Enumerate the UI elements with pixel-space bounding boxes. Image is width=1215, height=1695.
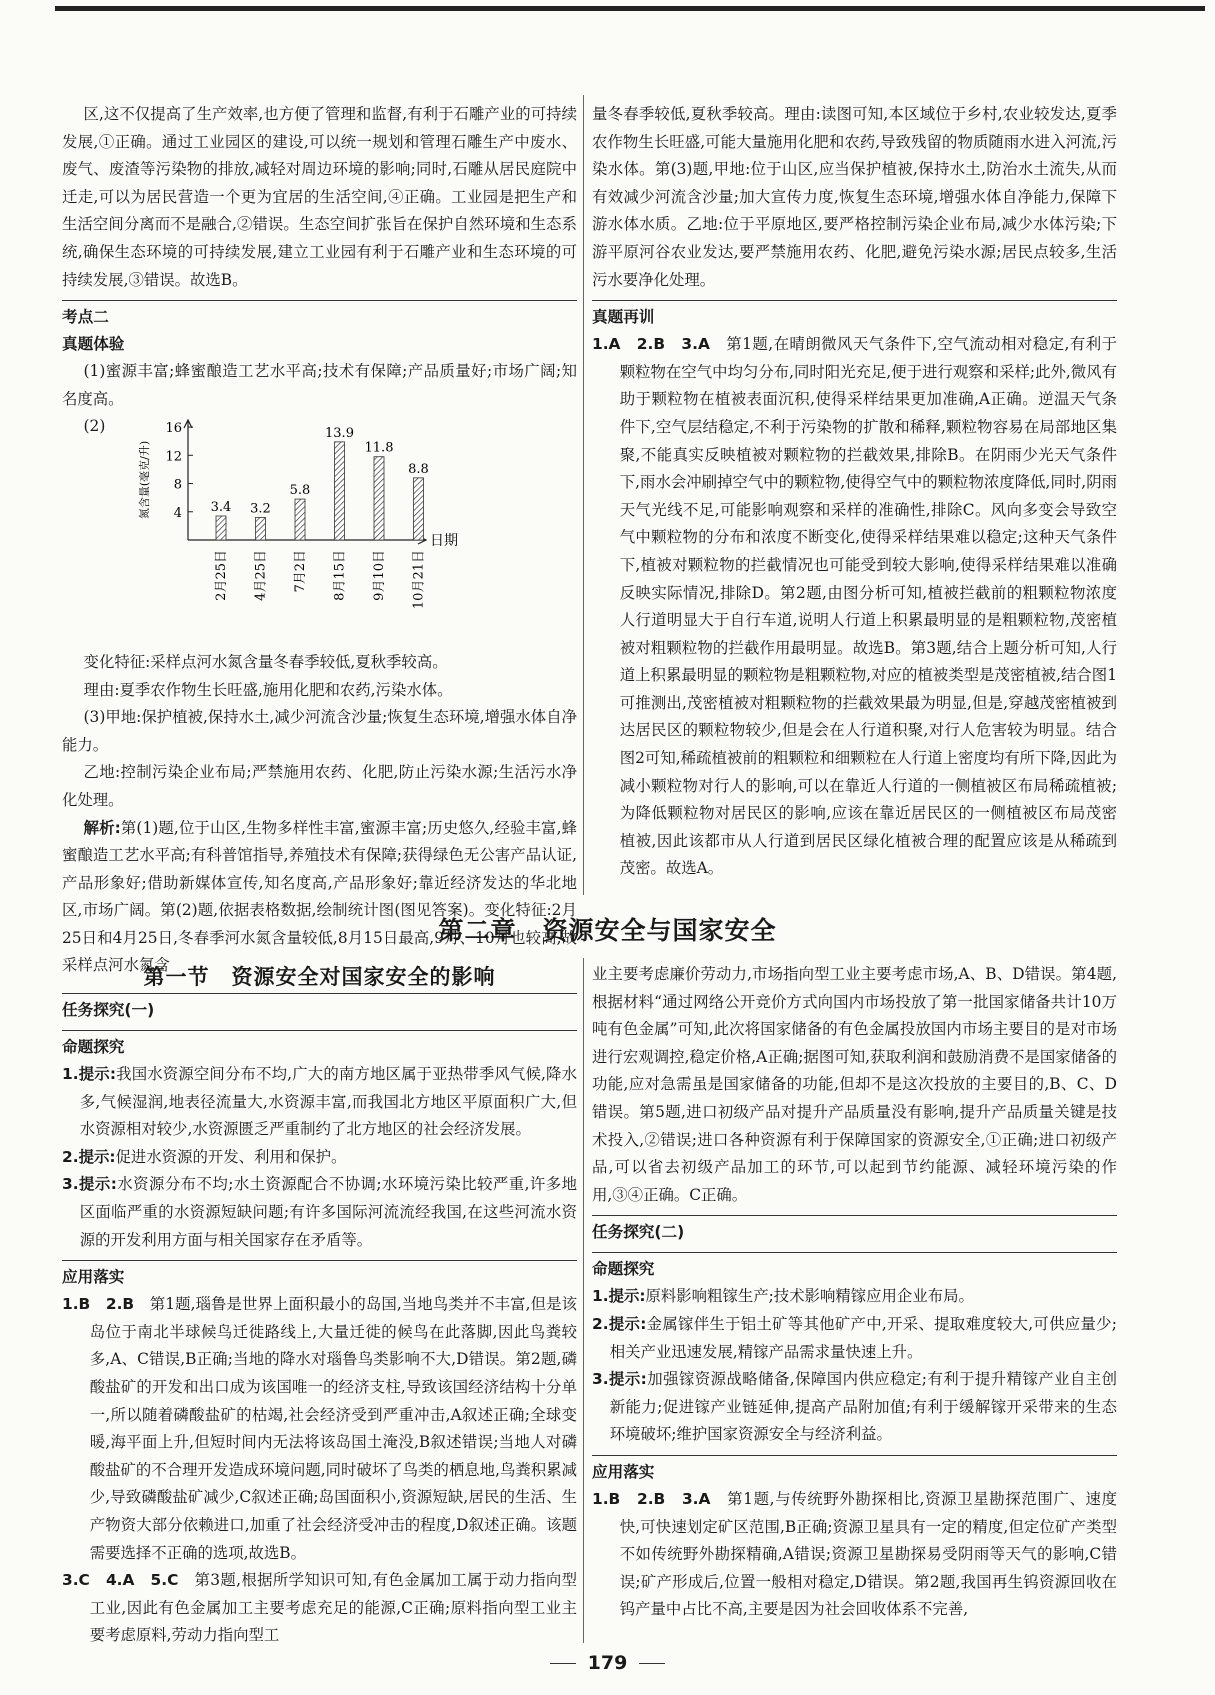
divider xyxy=(62,300,577,301)
change-feature: 变化特征:采样点河水氮含量冬春季较低,夏秋季较高。 xyxy=(83,652,448,671)
analysis-label: 解析: xyxy=(83,818,121,837)
divider xyxy=(62,1030,577,1031)
analysis xyxy=(62,815,577,981)
bar-value-label: 13.9 xyxy=(325,425,354,441)
list-item: 2.提示:促进水资源的开发、利用和保护。 xyxy=(62,1147,347,1166)
reason: 理由:夏季农作物生长旺盛,施用化肥和农药,污染水体。 xyxy=(83,680,453,699)
divider xyxy=(592,1252,1117,1253)
section-title: 第一节 资源安全对国家安全的影响 xyxy=(143,965,496,989)
zaixun-explanation: 第1题,在晴朗微风天气条件下,空气流动相对稳定,有利于颗粒物在空气中均匀分布,同时阳光充足,便于进行观察和采样;此外,微风有助于颗粒物在植被表面沉积,使得采样结果更加准确,A正确。逆温天气条件下,空气层结稳定,不利于污染物的扩散和稀释,颗粒物容易在局部地区集聚,不能真实反映植被对颗粒物的拦截效果,排除B。在阴雨少光天气条件下,雨水会冲刷掉空气中的颗粒物,使得空气中的颗粒物浓度降低,同时,阴雨天气光线不足,可能影响观察和采样的准确性,排除C。风向多变会导致空气中颗粒物的分布和浓度不断变化,使得采样结果难以稳定;这种天气条件下,植被对颗粒物的拦截情况也可能受到较大影响,使得采样结果难以准确反映实际情况,排除D。第2题,由图分析可知,植被拦截前的粗颗粒物浓度人行道明显大于自行车道,说明人行道上积累最明显的是粗颗粒物,茂密植被对粗颗粒物的拦截作用最明显。故选B。第3题,结合上题分析可知,人行道上积累最明显的颗粒物是粗颗粒物,对应的植被类型是茂密植被,结合图1可推测出,茂密植被对粗颗粒物的拦截效果最为明显,但是,穿越茂密植被到达居民区的颗粒物较少,但是会在人行道积聚,对行人危害较为明显。结合图2可知,稀疏植被前的粗颗粒和细颗粒在人行道上密度均有所下降,因此为减小颗粒物对行人的影响,可以在靠近人行道的一侧植被区布局稀疏植被;为降低颗粒物对居民区的影响,应该在靠近居民区的一侧植被区布局茂密植被,因此该都市从人行道到居民区绿化植被合理的配置应该是从稀疏到茂密。故选A。 xyxy=(619,335,1117,878)
bar-value-label: 5.8 xyxy=(289,483,311,499)
heading-task-1: 任务探究(一) xyxy=(62,1001,155,1019)
nitrogen-bar-chart xyxy=(96,415,496,645)
list-item: 1.提示:我国水资源空间分布不均,广大的南方地区属于亚热带季风气候,降水多,气候湿润,地表径流量大,水资源丰富,而我国北方地区平原面积广大,但水资源相对较少,水资源匮乏严重制约了北方地区的社会经济发展。 xyxy=(62,1065,577,1139)
x-tick-label: 10月21日 xyxy=(411,550,427,610)
dash-left xyxy=(550,1663,576,1664)
heading-task-2: 任务探究(二) xyxy=(592,1223,685,1242)
heading-mingti-tanjiu: 命题探究 xyxy=(62,1038,125,1056)
zaixun-answer-keys: 1.A 2.B 3.A xyxy=(592,335,710,354)
answer-3-jia: (3)甲地:保护植被,保持水土,减少河流含沙量;恢复生态环境,增强水体自净能力。 xyxy=(62,708,577,754)
analysis-text: 第(1)题,位于山区,生物多样性丰富,蜜源丰富;历史悠久,经验丰富,蜂蜜酿造工艺水平高;有科普馆指导,养殖技术有保障;获得绿色无公害产品认证,产品形象好;借助新媒体宣传,知名度高,产品形象好;靠近经济发达的华北地区,市场广阔。第(2)题,依据表格数据,绘制统计图(图见答案)。变化特征:2月25日和4月25日,冬春季河水氮含量较低,8月15日最高,9月、10月也较高,故采样点河水氮含 xyxy=(62,818,577,975)
heading-zhenti-zaixun: 真题再训 xyxy=(592,308,655,327)
bar-value-label: 3.4 xyxy=(210,500,232,515)
heading-kaodian-2: 考点二 xyxy=(62,308,109,327)
divider xyxy=(592,1455,1117,1456)
page-number-text: 179 xyxy=(587,1652,628,1674)
x-tick-label: 7月2日 xyxy=(293,550,308,593)
heading-zhenti-tiyan: 真题体验 xyxy=(62,335,125,354)
list-item: 3.提示:水资源分布不均;水土资源配合不协调;水环境污染比较严重,许多地区面临严重的水资源短缺问题;有许多国际河流流经我国,在这些河流水资源的开发利用方面与相关国家存在矛盾等。 xyxy=(62,1175,578,1249)
upper-right-column xyxy=(592,101,1117,883)
y-tick-label: 8 xyxy=(173,477,182,493)
list-item: 3.提示:加强镓资源战略储备,保障国内供应稳定;有利于提升精镓产业自主创新能力;促进镓产业链延伸,提高产品附加值;有利于缓解镓开采带来的生态环境破坏;维护国家资源安全与经济利益。 xyxy=(592,1370,1118,1444)
zaixun-answers xyxy=(592,331,1117,883)
heading-yingyong-luoshi: 应用落实 xyxy=(592,1462,655,1481)
application-answers-2: 3.C 4.A 5.C 第3题,根据所学知识可知,有色金属加工属于动力指向型工业,因此有色金属加工主要考虑充足的能源,C正确;原料指向型工业主要考虑原料,劳动力指向型工 xyxy=(62,1571,577,1645)
y-axis-label: 氮含量(毫克/升) xyxy=(138,440,151,520)
bar xyxy=(295,499,305,540)
y-tick-label: 4 xyxy=(173,505,182,521)
intro-paragraph: 区,这不仅提高了生产效率,也方便了管理和监督,有利于石雕产业的可持续发展,①正确。通过工业园区的建设,可以统一规划和管理石雕生产中废水、废气、废渣等污染物的排放,减轻对周边环境的影响;同时,石雕从居民庭院中迁走,可以为居民营造一个更为宜居的生活空间,④正确。工业园是把生产和生活空间分离而不是融合,②错误。生态空间扩张旨在保护自然环境和生态系统,确保生态环境的可持续发展,建立工业园有利于石雕产业和生态环境的可持续发展,③错误。故选B。 xyxy=(62,105,577,289)
application-answers: 1.B 2.B 3.A 第1题,与传统野外勘探相比,资源卫星勘探范围广、速度快,可快速划定矿区范围,B正确;资源卫星具有一定的精度,但定位矿产类型不如传统野外勘探精确,A错误;资源卫星勘探易受阴雨等天气的影响,C错误;矿产形成后,位置一般相对稳定,D错误。第2题,我国再生钨资源回收在钨产量中占比不高,主要是因为社会回收体系不完善, xyxy=(592,1489,1117,1619)
x-tick-label: 9月10日 xyxy=(372,550,387,601)
divider xyxy=(62,993,577,994)
page-number xyxy=(0,1652,1215,1674)
column-separator-lower xyxy=(583,958,584,1643)
bar xyxy=(256,517,266,540)
x-axis-label: 日期 xyxy=(430,533,458,549)
list-item: 1.提示:原料影响粗镓生产;技术影响精镓应用企业布局。 xyxy=(592,1287,974,1306)
column-separator-upper xyxy=(583,95,584,895)
upper-right-continuation: 量冬春季较低,夏秋季较高。理由:读图可知,本区域位于乡村,农业较发达,夏季农作物生长旺盛,可能大量施用化肥和农药,导致残留的物质随雨水进入河流,污染水体。第(3)题,甲地:位于山区,应当保护植被,保持水土,防治水土流失,从而有效减少河流含沙量;加大宣传力度,恢复生态环境,增强水体自净能力,保障下游水体水质。乙地:位于平原地区,要严格控制污染企业布局,减少水体污染;下游平原河谷农业发达,要严禁施用农药、化肥,避免污染水源;居民点较多,生活污水要净化处理。 xyxy=(592,105,1117,289)
y-tick-label: 12 xyxy=(165,449,182,465)
lower-right-continuation: 业主要考虑廉价劳动力,市场指向型工业主要考虑市场,A、B、D错误。第4题,根据材料“通过网络公开竞价方式向国内市场投放了第一批国家储备共计10万吨有色金属”可知,此次将国家储备的有色金属投放国内市场主要目的是对市场进行宏观调控,稳定价格,A正确;据图可知,获取利润和鼓励消费不是国家储备的功能,应对急需虽是国家储备的功能,但却不是这次投放的主要目的,B、C、D错误。第5题,进口初级产品对提升产品质量没有影响,提升产品质量关键是技术投入,②错误;进口各种资源有利于保障国家的资源安全,①正确;进口初级产品,可以省去初级产品加工的环节,可以起到节约能源、减轻环境污染的作用,③④正确。C正确。 xyxy=(592,965,1117,1204)
bar xyxy=(335,442,345,540)
application-answers-1: 1.B 2.B 第1题,瑙鲁是世界上面积最小的岛国,当地鸟类并不丰富,但是该岛位于南北半球候鸟迁徙路线上,大量迁徙的候鸟在此落脚,因此鸟粪较多,A、C错误,B正确;当地的降水对瑙鲁鸟类影响不大,D错误。第2题,磷酸盐矿的开发和出口成为该国唯一的经济支柱,导致该国经济结构十分单一,所以随着磷酸盐矿的枯竭,社会经济受到严重冲击,A叙述正确;全球变暖,海平面上升,但短时间内无法将该岛国土淹没,B叙述错误;当地人对磷酸盐矿的不合理开发造成环境问题,同时破坏了鸟类的栖息地,鸟粪积累减少,导致磷酸盐矿减少,C叙述正确;岛国面积小,资源短缺,居民的生活、生产物资大部分依赖进口,加重了社会经济受冲击的程度,D叙述正确。该题需要选择不正确的选项,故选B。 xyxy=(62,1295,577,1562)
x-tick-label: 4月25日 xyxy=(253,550,269,601)
bar xyxy=(414,478,424,540)
answer-3-yi: 乙地:控制污染企业布局;严禁施用农药、化肥,防止污染水源;生活污水净化处理。 xyxy=(62,763,577,809)
bar-value-label: 3.2 xyxy=(250,501,271,517)
answer-1: (1)蜜源丰富;蜂蜜酿造工艺水平高;技术有保障;产品质量好;市场广阔;知名度高。 xyxy=(62,362,577,408)
heading-yingyong-luoshi: 应用落实 xyxy=(62,1268,125,1287)
x-tick-label: 2月25日 xyxy=(214,550,229,601)
list-item: 2.提示:金属镓伴生于铝土矿等其他矿产中,开采、提取难度较大,可供应量少;相关产业迅速发展,精镓产品需求量快速上升。 xyxy=(592,1314,1117,1361)
top-border xyxy=(55,6,1205,11)
lower-right-column xyxy=(592,961,1117,1624)
bar xyxy=(374,457,384,540)
bar xyxy=(216,516,226,540)
answer-2-label: (2) xyxy=(83,417,106,436)
divider xyxy=(62,1260,577,1261)
bar-value-label: 11.8 xyxy=(364,440,394,456)
y-tick-label: 16 xyxy=(165,421,182,437)
divider xyxy=(592,300,1117,301)
bar-value-label: 8.8 xyxy=(408,461,429,477)
x-tick-label: 8月15日 xyxy=(332,550,348,601)
divider xyxy=(592,1215,1117,1216)
lower-left-column xyxy=(62,993,577,1650)
chapter-title: 第二章 资源安全与国家安全 xyxy=(438,916,777,945)
heading-mingti-tanjiu: 命题探究 xyxy=(592,1260,655,1279)
dash-right xyxy=(639,1663,665,1664)
